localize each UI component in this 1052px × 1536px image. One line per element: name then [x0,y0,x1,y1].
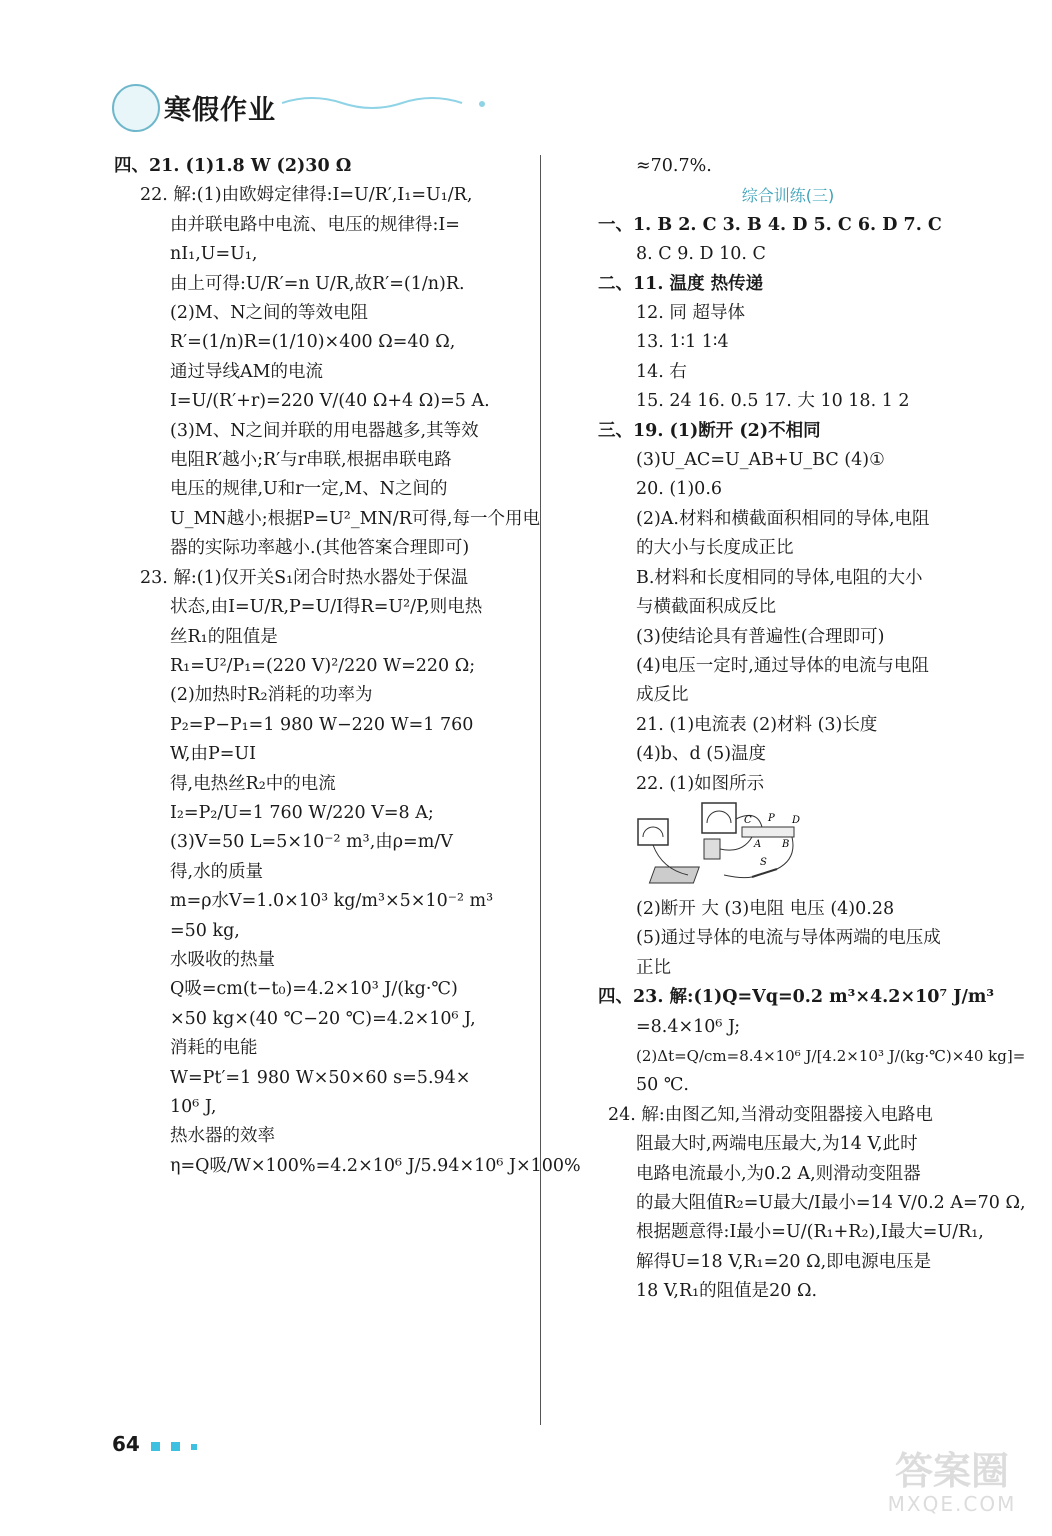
answer-line: 四、23. 解:(1)Q=Vq=0.2 m³×4.2×10⁷ J/m³ [598,987,995,1008]
decorative-wave-icon [282,88,522,118]
answer-line: 15. 24 16. 0.5 17. 大 10 18. 1 2 [636,391,910,412]
answer-line: (2)A.材料和横截面积相同的导体,电阻 [636,508,930,529]
cartoon-avatar-icon [112,84,160,132]
answer-line: 得,水的质量 [170,861,264,882]
answer-line: 水吸收的热量 [170,949,275,970]
answer-line: 热水器的效率 [170,1126,275,1147]
answer-line: R₁=U²/P₁=(220 V)²/220 W=220 Ω; [170,655,476,676]
answer-line: 21. (1)电流表 (2)材料 (3)长度 [636,714,878,735]
left-column [114,152,581,1181]
answer-line: 50 ℃. [636,1075,689,1096]
answer-line: 器的实际功率越小.(其他答案合理即可) [170,538,470,559]
answer-line: P₂=P−P₁=1 980 W−220 W=1 760 [170,714,474,735]
answer-line: (3)V=50 L=5×10⁻² m³,由ρ=m/V [170,832,453,853]
answer-line: 二、11. 温度 热传递 [598,273,764,294]
circuit-diagram [632,799,832,891]
decorative-dot-icon [151,1442,160,1451]
answer-line: 四、21. (1)1.8 W (2)30 Ω [114,156,352,176]
answer-line: 14. 右 [636,361,687,382]
page-footer [112,1432,197,1456]
answer-line: I₂=P₂/U=1 760 W/220 V=8 A; [170,802,434,823]
battery-icon [649,867,699,883]
right-column [598,152,1026,1307]
answer-line: (2)M、N之间的等效电阻 [170,303,369,324]
answer-line: m=ρ水V=1.0×10³ kg/m³×5×10⁻² m³ [170,891,494,912]
answer-line: B.材料和长度相同的导体,电阻的大小 [636,567,923,588]
answer-line: 12. 同 超导体 [636,303,745,324]
answer-line: 三、19. (1)断开 (2)不相同 [598,420,821,441]
answer-line: 23. 解:(1)仅开关S₁闭合时热水器处于保温 [140,567,469,588]
answer-line: 通过导线AM的电流 [170,361,324,382]
answer-line: =8.4×10⁶ J; [636,1016,741,1037]
svg-text:A: A [754,838,762,850]
rheostat-icon [742,827,794,837]
ammeter-icon [702,803,736,833]
answer-line: 与横截面积成反比 [636,597,776,618]
answer-line: 根据题意得:I最小=U/(R₁+R₂),I最大=U/R₁, [636,1222,984,1243]
svg-text:D: D [792,814,801,826]
resistor-icon [704,839,720,859]
answer-line: 的大小与长度成正比 [636,538,794,559]
answer-line: W=Pt′=1 980 W×50×60 s=5.94× [170,1067,471,1088]
answer-line: U_MN越小;根据P=U²_MN/R可得,每一个用电 [170,508,540,529]
answer-line: (3)M、N之间并联的用电器越多,其等效 [170,420,479,441]
answer-line: ≈70.7%. [636,156,712,176]
answer-line: 10⁶ J, [170,1097,217,1117]
answer-line: 状态,由I=U/R,P=U/I得R=U²/P,则电热 [170,597,483,618]
decorative-dot-icon [171,1442,180,1451]
answer-line: 的最大阻值R₂=U最大/I最小=14 V/0.2 A=70 Ω, [636,1193,1026,1213]
answer-line: (4)b、d (5)温度 [636,744,767,765]
svg-text:S: S [760,856,767,868]
answer-line: 成反比 [636,685,689,706]
answer-line: 阻最大时,两端电压最大,为14 V,此时 [636,1134,918,1155]
answer-line: 8. C 9. D 10. C [636,244,766,265]
answer-line: (2)Δt=Q/cm=8.4×10⁶ J/[4.2×10³ J/(kg·℃)×40 kg]= [636,1046,1026,1065]
answer-line: 18 V,R₁的阻值是20 Ω. [636,1281,818,1302]
page-header [112,82,532,138]
page-title: 寒假作业 [164,95,276,126]
answer-line: =50 kg, [170,920,240,941]
answer-line: 电路电流最小,为0.2 A,则滑动变阻器 [636,1163,921,1184]
answer-line: W,由P=UI [170,744,257,765]
answer-line: (2)断开 大 (3)电阻 电压 (4)0.28 [636,898,895,919]
answer-line: 13. 1∶1 1∶4 [636,332,729,353]
answer-line: 正比 [636,957,671,978]
answer-line: 22. 解:(1)由欧姆定律得:I=U/R′,I₁=U₁/R, [140,185,473,206]
answer-line: (2)加热时R₂消耗的功率为 [170,685,373,706]
svg-text:B: B [782,838,790,850]
answer-line: 得,电热丝R₂中的电流 [170,773,336,794]
answer-line: 22. (1)如图所示 [636,773,765,794]
page-number: 64 [112,1432,140,1456]
answer-line: (3)U_AC=U_AB+U_BC (4)① [636,450,885,471]
answer-line: 电阻R′越小;R′与r串联,根据串联电路 [170,450,452,471]
answer-line: 由上可得:U/R′=n U/R,故R′=(1/n)R. [170,273,465,294]
answer-line: I=U/(R′+r)=220 V/(40 Ω+4 Ω)=5 A. [170,391,490,412]
svg-text:C: C [744,814,752,826]
answer-line: 丝R₁的阻值是 [170,626,278,647]
answer-line: 由并联电路中电流、电压的规律得:I= [170,214,460,235]
voltmeter-icon [638,819,668,845]
answer-line: R′=(1/n)R=(1/10)×400 Ω=40 Ω, [170,332,456,353]
answer-line: (3)使结论具有普遍性(合理即可) [636,626,885,647]
answer-line: Q吸=cm(t−t₀)=4.2×10³ J/(kg·℃) [170,979,458,1000]
answer-line: 解得U=18 V,R₁=20 Ω,即电源电压是 [636,1251,932,1272]
answer-line: nI₁,U=U₁, [170,244,258,265]
answer-line: (5)通过导体的电流与导体两端的电压成 [636,928,941,949]
answer-line: (4)电压一定时,通过导体的电流与电阻 [636,655,929,676]
column-divider [540,155,541,1425]
decorative-dot-icon [191,1444,197,1450]
answer-line: 一、1. B 2. C 3. B 4. D 5. C 6. D 7. C [598,214,942,235]
answer-line: 电压的规律,U和r一定,M、N之间的 [170,479,448,500]
answer-line: η=Q吸/W×100%=4.2×10⁶ J/5.94×10⁶ J×100% [170,1155,581,1176]
section-title: 综合训练(三) [741,186,835,206]
watermark-logo: 答案圈 MXQE.COM [887,1449,1017,1516]
switch-icon [752,869,777,877]
answer-line: 24. 解:由图乙知,当滑动变阻器接入电路电 [608,1104,933,1125]
answer-line: 20. (1)0.6 [636,479,723,500]
answer-line: ×50 kg×(40 ℃−20 ℃)=4.2×10⁶ J, [170,1008,476,1029]
svg-text:P: P [768,812,775,824]
answer-line: 消耗的电能 [170,1038,258,1059]
